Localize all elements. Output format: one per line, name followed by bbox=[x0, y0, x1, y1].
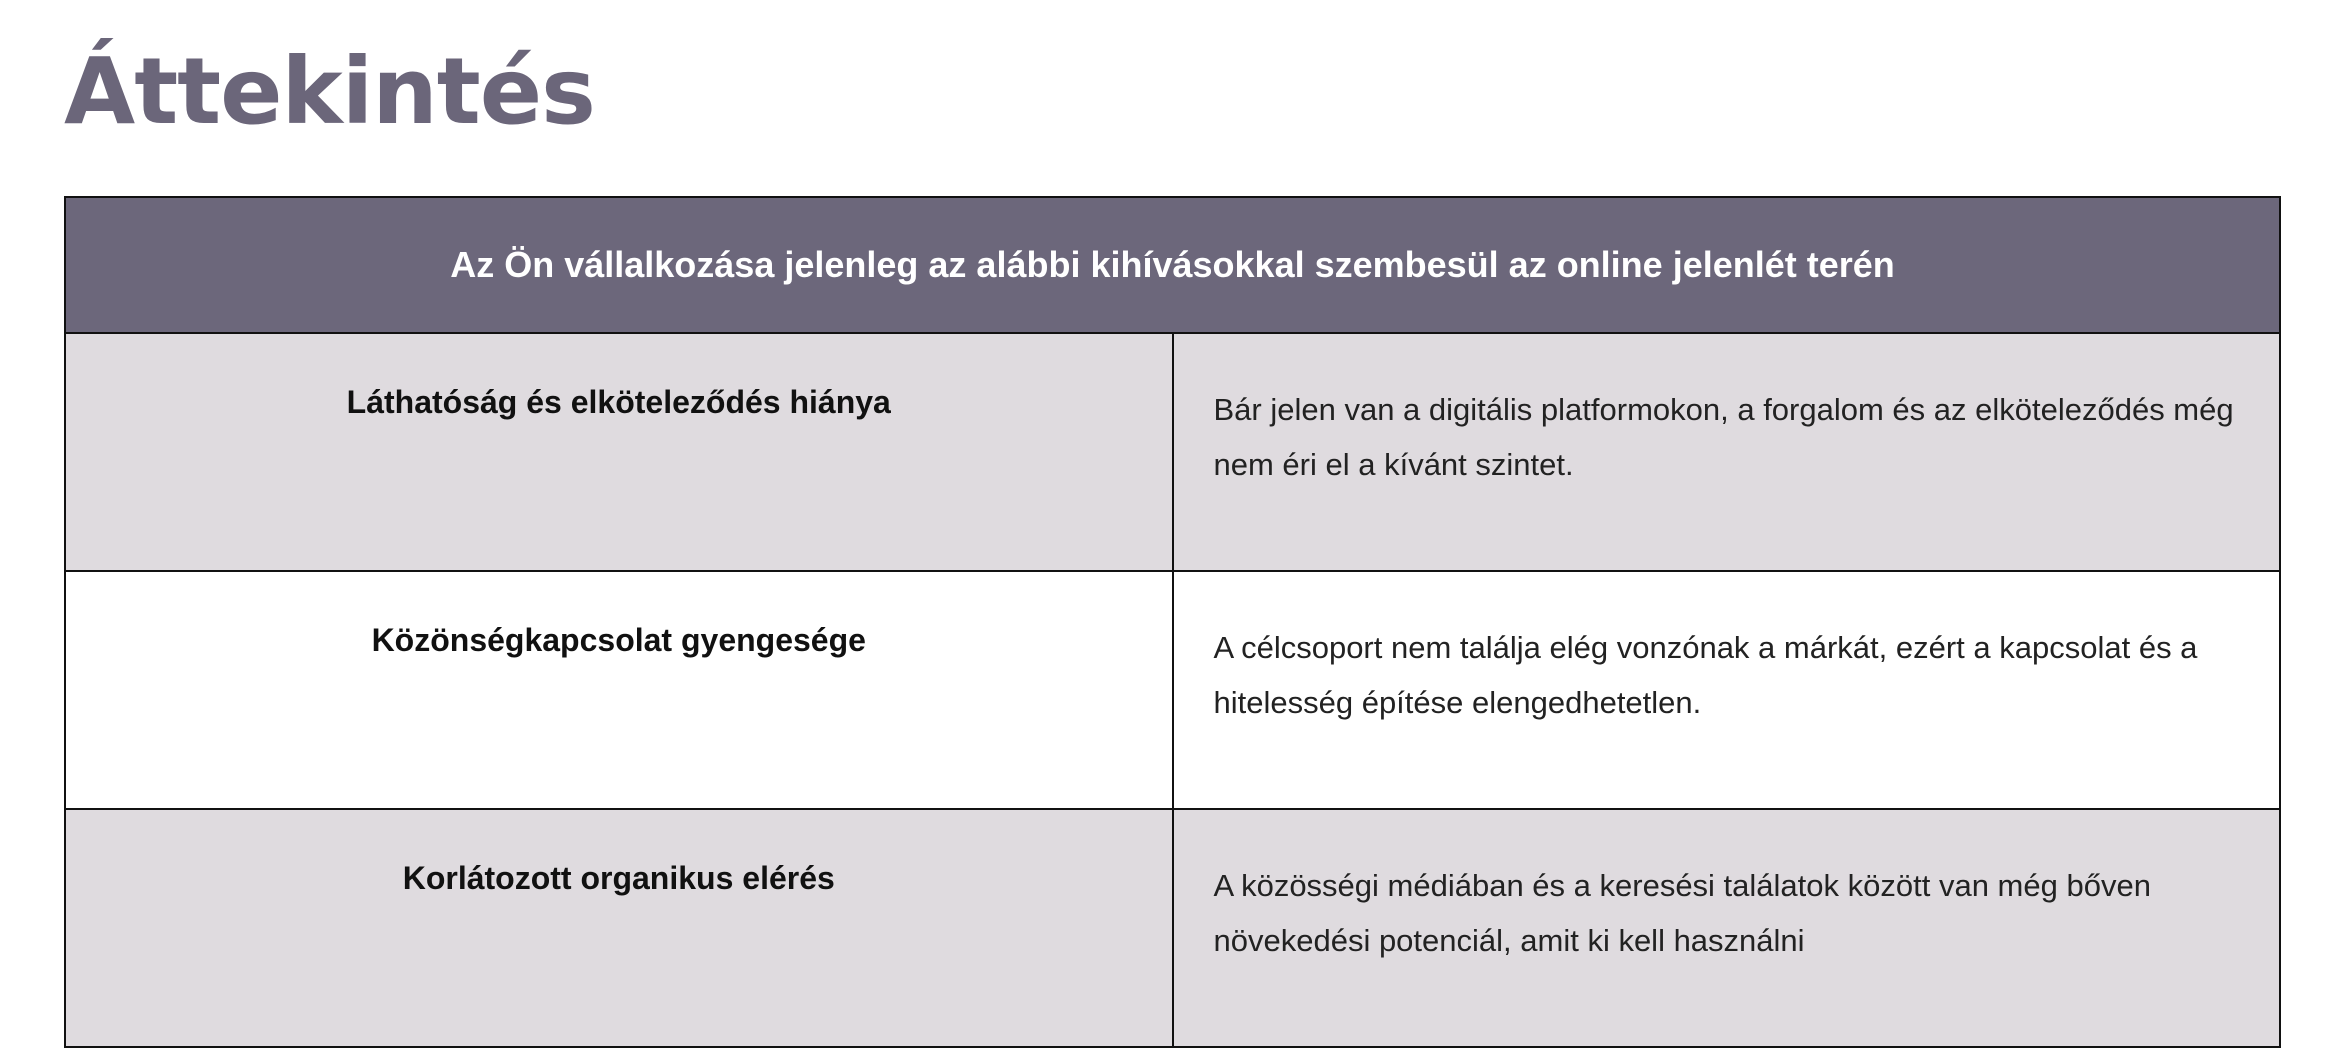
issue-cell: Korlátozott organikus elérés bbox=[65, 809, 1173, 1047]
page-title: Áttekintés bbox=[64, 38, 595, 145]
page bbox=[64, 0, 2281, 958]
table-row bbox=[65, 809, 2280, 1047]
description-cell: A közösségi médiában és a keresési találatok között van még bőven növekedési potenciál, amit ki kell használni bbox=[1173, 809, 2281, 1047]
table-header-row bbox=[65, 197, 2280, 333]
challenges-table bbox=[64, 196, 2281, 1048]
issue-cell: Láthatóság és elköteleződés hiánya bbox=[65, 333, 1173, 571]
table-row bbox=[65, 333, 2280, 571]
table-row bbox=[65, 571, 2280, 809]
description-cell: A célcsoport nem találja elég vonzónak a márkát, ezért a kapcsolat és a hitelesség építése elengedhetetlen. bbox=[1173, 571, 2281, 809]
table-header: Az Ön vállalkozása jelenleg az alábbi kihívásokkal szembesül az online jelenlét terén bbox=[65, 197, 2280, 333]
issue-cell: Közönségkapcsolat gyengesége bbox=[65, 571, 1173, 809]
description-cell: Bár jelen van a digitális platformokon, a forgalom és az elköteleződés még nem éri el a kívánt szintet. bbox=[1173, 333, 2281, 571]
